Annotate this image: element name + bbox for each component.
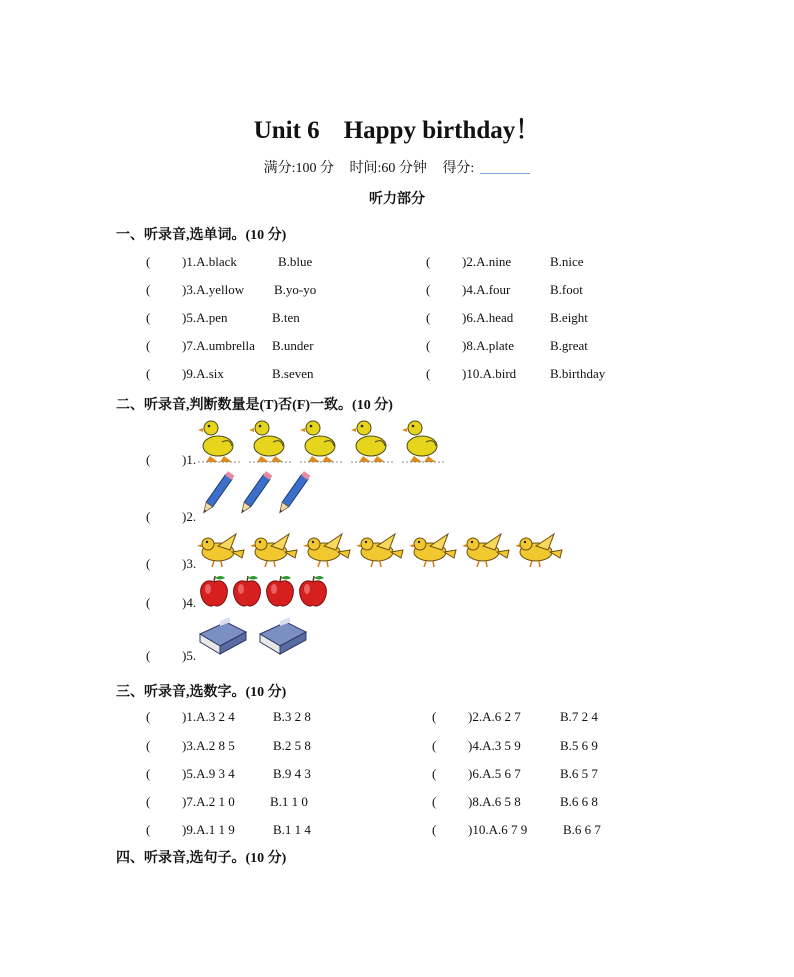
s1-item-6-b: B.eight: [550, 310, 588, 325]
s2-item-3[interactable]: ( )3.: [146, 556, 197, 571]
apple-icon: [267, 576, 294, 606]
s3-item-9[interactable]: ( )9.A.1 1 9: [146, 822, 235, 837]
pencil-row: [198, 478, 310, 520]
s3-item-10[interactable]: ( )10.A.6 7 9: [432, 822, 528, 837]
duck-pictures: [198, 416, 448, 469]
s2-item-2[interactable]: ( )2.: [146, 509, 197, 524]
book-pictures: [198, 618, 308, 663]
bird-icon: [197, 534, 244, 567]
s3-item-2-b: B.7 2 4: [560, 709, 598, 724]
duck-row: [198, 416, 448, 464]
apple-pictures: [199, 574, 328, 614]
s1-item-5[interactable]: ( )5.A.pen: [146, 310, 228, 325]
score-blank[interactable]: [480, 173, 530, 174]
duck-icon: [402, 421, 446, 462]
bird-icon: [462, 534, 509, 567]
bird-icon: [303, 534, 350, 567]
listening-header: 听力部分: [369, 192, 425, 207]
s3-item-1-b: B.3 2 8: [273, 709, 311, 724]
score-meta: [0, 157, 794, 177]
s1-item-3[interactable]: ( )3.A.yellow: [146, 282, 245, 297]
section2-heading: 二、听录音,判断数量是(T)否(F)一致。(10 分): [116, 398, 393, 413]
s1-item-9[interactable]: ( )9.A.six: [146, 366, 224, 381]
time-limit: 时间:60 分钟: [349, 161, 427, 176]
s3-item-9-b: B.1 1 4: [273, 822, 311, 837]
section4-heading: 四、听录音,选句子。(10 分): [116, 851, 287, 866]
s1-item-4-b: B.foot: [550, 282, 583, 297]
s3-item-3[interactable]: ( )3.A.2 8 5: [146, 738, 235, 753]
s1-item-1-b: B.blue: [278, 254, 313, 269]
s1-item-9-b: B.seven: [272, 366, 314, 381]
s3-item-4[interactable]: ( )4.A.3 5 9: [432, 738, 521, 753]
s2-item-4[interactable]: ( )4.: [146, 595, 197, 610]
s1-item-5-b: B.ten: [272, 310, 300, 325]
score-label: 得分:: [442, 161, 475, 176]
s3-item-7[interactable]: ( )7.A.2 1 0: [146, 794, 235, 809]
pencil-icon: [200, 471, 234, 515]
s1-item-1[interactable]: ( )1.A.black: [146, 254, 237, 269]
section3-heading: 三、听录音,选数字。(10 分): [116, 685, 287, 700]
s3-item-2[interactable]: ( )2.A.6 2 7: [432, 709, 521, 724]
s3-item-6[interactable]: ( )6.A.5 6 7: [432, 766, 521, 781]
pencil-icon: [276, 471, 310, 515]
apple-icon: [234, 576, 261, 606]
bird-icon: [409, 534, 456, 567]
apple-row: [199, 574, 328, 609]
s2-item-1[interactable]: ( )1.: [146, 452, 197, 467]
duck-icon: [300, 421, 344, 462]
book-icon: [260, 617, 306, 654]
s3-item-5-b: B.9 4 3: [273, 766, 311, 781]
apple-icon: [300, 576, 327, 606]
book-icon: [200, 617, 246, 654]
bird-icon: [515, 534, 562, 567]
s3-item-7-b: B.1 1 0: [270, 794, 308, 809]
s3-item-5[interactable]: ( )5.A.9 3 4: [146, 766, 235, 781]
s1-item-8[interactable]: ( )8.A.plate: [426, 338, 514, 353]
s2-item-5[interactable]: ( )5.: [146, 648, 197, 663]
full-score: 满分:100 分: [263, 161, 335, 176]
page-title: [0, 110, 794, 146]
duck-icon: [198, 421, 242, 462]
section1-heading: 一、听录音,选单词。(10 分): [116, 228, 287, 243]
s1-item-6[interactable]: ( )6.A.head: [426, 310, 514, 325]
s1-item-2[interactable]: ( )2.A.nine: [426, 254, 512, 269]
title-name: Happy birthday！: [343, 117, 541, 144]
s3-item-8-b: B.6 6 8: [560, 794, 598, 809]
duck-icon: [249, 421, 293, 462]
s1-item-3-b: B.yo-yo: [274, 282, 317, 297]
s1-item-8-b: B.great: [550, 338, 588, 353]
bird-icon: [250, 534, 297, 567]
s1-item-7-b: B.under: [272, 338, 314, 353]
s1-item-2-b: B.nice: [550, 254, 584, 269]
s3-item-4-b: B.5 6 9: [560, 738, 598, 753]
pencil-icon: [238, 471, 272, 515]
s1-item-10-b: B.birthday: [550, 366, 606, 381]
s1-item-7[interactable]: ( )7.A.umbrella: [146, 338, 255, 353]
s3-item-10-b: B.6 6 7: [563, 822, 601, 837]
s3-item-1[interactable]: ( )1.A.3 2 4: [146, 709, 235, 724]
bird-pictures: [196, 530, 564, 575]
title-unit: Unit 6: [253, 117, 320, 144]
bird-row: [196, 530, 564, 570]
apple-icon: [201, 576, 228, 606]
book-row: [198, 618, 308, 658]
bird-icon: [356, 534, 403, 567]
duck-icon: [351, 421, 395, 462]
s3-item-3-b: B.2 5 8: [273, 738, 311, 753]
s1-item-4[interactable]: ( )4.A.four: [426, 282, 511, 297]
pencil-pictures: [198, 478, 310, 525]
s3-item-6-b: B.6 5 7: [560, 766, 598, 781]
s3-item-8[interactable]: ( )8.A.6 5 8: [432, 794, 521, 809]
s1-item-10[interactable]: ( )10.A.bird: [426, 366, 517, 381]
